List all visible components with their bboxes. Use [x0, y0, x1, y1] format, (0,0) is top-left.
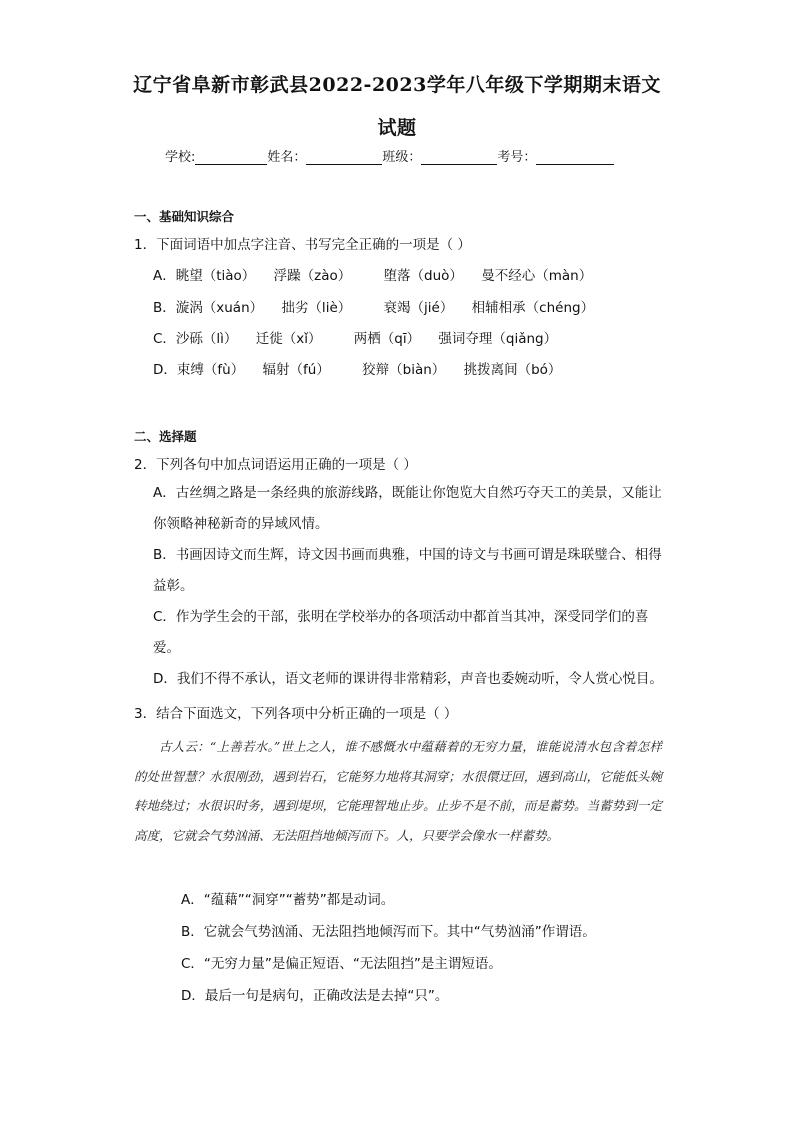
question-3-option-c: C．“无穷力量”是偏正短语、“无法阻挡”是主谓短语。 [181, 956, 502, 972]
question-3-stem: 3．结合下面选文，下列各项中分析正确的一项是（ ） [134, 706, 458, 722]
reading-passage: 古人云：“上善若水。”世上之人，谁不感慨水中蕴藉着的无穷力量，谁能说清水包含着怎样的处世智慧？水很刚劲，遇到岩石，它能努力地将其洞穿；水很儇迂回，遇到高山，它能低头婉转地绕过；水很识时务，遇到堤坝，它能理智地止步。止步不是不前，而是蓄势。当蓄势到一定高度，它就会气势汹涌、无法阻挡地倾泻而下。人，只要学会像水一样蓄势。 [134, 739, 662, 843]
student-info-row [165, 146, 614, 165]
name-label: 姓名： [267, 150, 307, 165]
page-title-continued: 试题 [377, 117, 417, 139]
name-blank[interactable] [306, 150, 382, 165]
page-title: 辽宁省阜新市彰武县2022-2023学年八年级下学期期末语文 [133, 74, 661, 96]
question-2-option-c: C．作为学生会的干部，张明在学校举办的各项活动中都首当其冲，深受同学们的喜爱。 [153, 609, 649, 656]
class-blank[interactable] [421, 150, 497, 165]
question-1-option-c: C．沙砾（lì） 迁徙（xǐ） 两栖（qī） 强词夺理（qiǎng） [153, 331, 558, 347]
question-2-option-b: B．书画因诗文而生辉，诗文因书画而典雅，中国的诗文与书画可谓是珠联璧合、相得益彰。 [153, 547, 662, 594]
question-2-option-a: A．古丝绸之路是一条经典的旅游线路，既能让你饱览大自然巧夺天工的美景，又能让你领略神秘新奇的异域风情。 [153, 485, 662, 532]
question-3-option-d: D．最后一句是病句，正确改法是去掉“只”。 [181, 988, 449, 1004]
question-2-option-d: D．我们不得不承认，语文老师的课讲得非常精彩，声音也委婉动听，令人赏心悦目。 [153, 671, 663, 687]
section-heading-1: 一、基础知识综合 [134, 209, 235, 224]
question-1-option-a: A．眺望（tiào） 浮躁（zào） 堕落（duò） 曼不经心（màn） [153, 268, 593, 284]
question-1-stem: 1．下面词语中加点字注音、书写完全正确的一项是（ ） [134, 237, 471, 253]
school-blank[interactable] [195, 150, 267, 165]
class-label: 班级： [382, 150, 422, 165]
school-label: 学校: [165, 150, 196, 165]
question-2-stem: 2．下列各句中加点词语运用正确的一项是（ ） [134, 457, 417, 473]
question-3-option-b: B．它就会气势汹涌、无法阻挡地倾泻而下。其中“气势汹涌”作谓语。 [181, 924, 596, 940]
question-3-option-a: A．“蕴藉”“洞穿”“蓄势”都是动词。 [181, 892, 395, 908]
number-label: 考号： [497, 150, 537, 165]
section-heading-2: 二、选择题 [134, 429, 197, 444]
number-blank[interactable] [536, 150, 614, 165]
question-1-option-d: D．束缚（fù） 辐射（fú） 狡辩（biàn） 挑拨离间（bó） [153, 362, 562, 378]
question-1-option-b: B．漩涡（xuán） 拙劣（liè） 衰竭（jié） 相辅相承（chéng） [153, 300, 595, 316]
